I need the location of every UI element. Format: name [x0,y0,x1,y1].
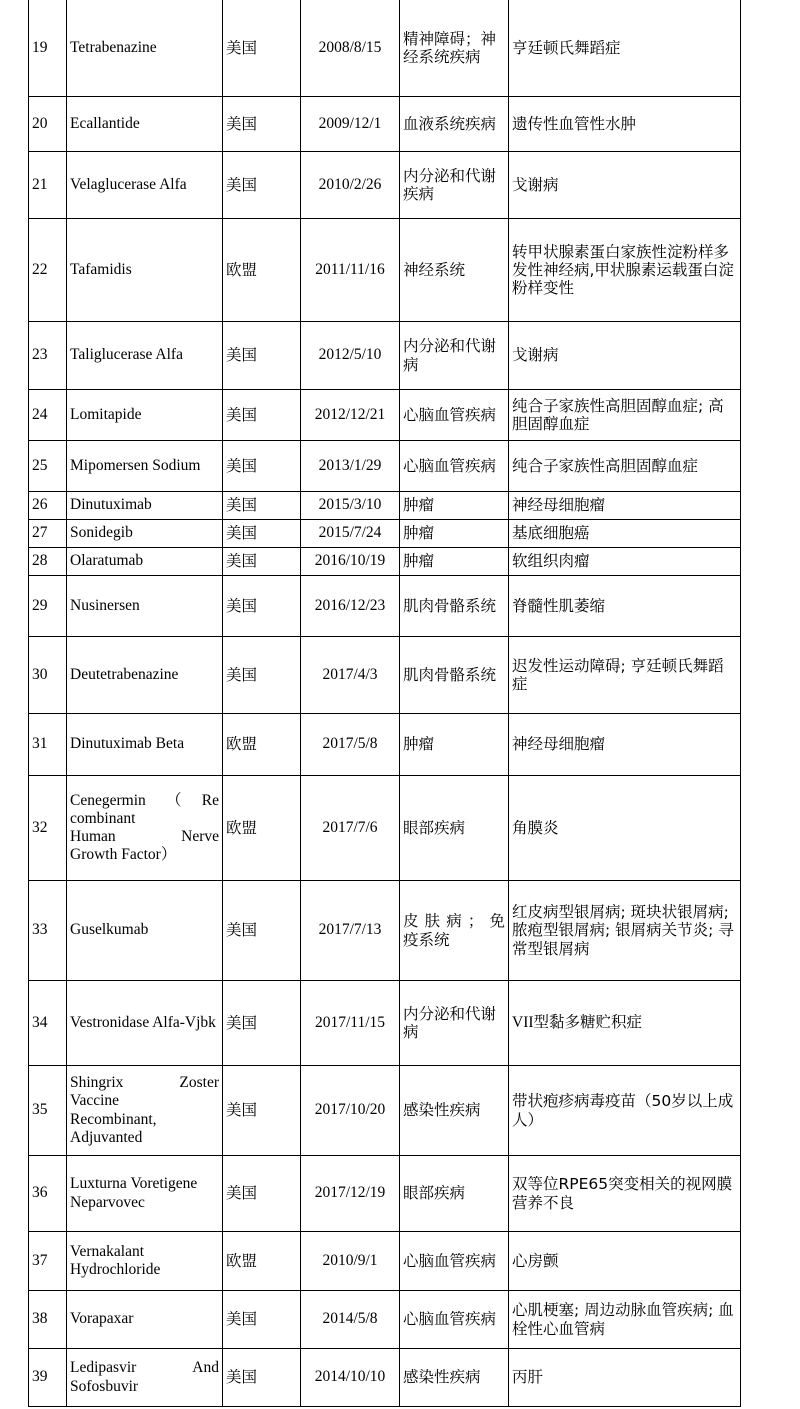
row-index: 38 [29,1291,67,1349]
drug-name: Guselkumab [67,881,223,981]
region: 美国 [223,520,301,548]
drug-name-line: combinant [70,809,136,827]
drug-name: Nusinersen [67,576,223,637]
region: 美国 [223,322,301,390]
region: 美国 [223,576,301,637]
drug-name: Olaratumab [67,548,223,576]
disease-class: 内分泌和代谢病 [400,322,509,390]
row-index: 21 [29,152,67,219]
drug-name: Vorapaxar [67,1291,223,1349]
disease-class: 眼部疾病 [400,776,509,881]
table-row [29,441,741,492]
indication: 神经母细胞瘤 [509,714,741,776]
region: 美国 [223,881,301,981]
drug-name: Deutetrabenazine [67,637,223,714]
indication: 神经母细胞瘤 [509,492,741,520]
approval-date: 2015/7/24 [301,520,400,548]
indication: 红皮病型银屑病; 斑块状银屑病; 脓疱型银屑病; 银屑病关节炎; 寻常型银屑病 [509,881,741,981]
table-row [29,881,741,981]
region: 美国 [223,1291,301,1349]
approval-date: 2017/10/20 [301,1066,400,1156]
drug-name-line: Cenegermin（Re [70,791,219,809]
row-index: 29 [29,576,67,637]
approval-date: 2017/7/6 [301,776,400,881]
table-row [29,1066,741,1156]
drug-name [67,1349,223,1407]
disease-class-line: 皮肤病；免 [403,912,505,931]
indication: 丙肝 [509,1349,741,1407]
region: 美国 [223,1349,301,1407]
drug-name-line: Adjuvanted [70,1128,143,1146]
disease-class: 内分泌和代谢疾病 [400,152,509,219]
indication: 转甲状腺素蛋白家族性淀粉样多发性神经病,甲状腺素运载蛋白淀粉样变性 [509,219,741,322]
row-index: 39 [29,1349,67,1407]
table-row [29,520,741,548]
indication-rest: 型黏多糖贮积症 [533,1013,643,1032]
row-index: 19 [29,0,67,97]
drug-name: Vernakalant Hydrochloride [67,1232,223,1291]
disease-class: 神经系统 [400,219,509,322]
row-index: 31 [29,714,67,776]
drug-name-line: Recombinant, [70,1110,157,1128]
region: 美国 [223,981,301,1066]
row-index: 30 [29,637,67,714]
drug-name-line: Luxturna [70,1175,127,1193]
drug-name-line: Shingrix Zoster [70,1074,219,1092]
approval-date: 2010/2/26 [301,152,400,219]
table-row [29,637,741,714]
table-row [29,714,741,776]
table-row [29,390,741,441]
approval-date: 2017/4/3 [301,637,400,714]
approval-date: 2011/11/16 [301,219,400,322]
indication: 心肌梗塞; 周边动脉血管疾病; 血栓性心血管病 [509,1291,741,1349]
region: 美国 [223,492,301,520]
row-index: 22 [29,219,67,322]
row-index: 34 [29,981,67,1066]
indication: 双等位RPE65突变相关的视网膜营养不良 [509,1156,741,1232]
region: 欧盟 [223,219,301,322]
disease-class: 精神障碍；神经系统疾病 [400,0,509,97]
disease-class: 肌肉骨骼系统 [400,576,509,637]
disease-class: 眼部疾病 [400,1156,509,1232]
drug-name: Mipomersen Sodium [67,441,223,492]
disease-class: 肿瘤 [400,520,509,548]
row-index: 24 [29,390,67,441]
disease-class: 肌肉骨骼系统 [400,637,509,714]
disease-class: 心脑血管疾病 [400,1291,509,1349]
row-index: 33 [29,881,67,981]
approval-date: 2013/1/29 [301,441,400,492]
indication: 软组织肉瘤 [509,548,741,576]
row-index: 25 [29,441,67,492]
approval-date: 2015/3/10 [301,492,400,520]
region: 美国 [223,97,301,152]
indication: 带状疱疹病毒疫苗（50岁以上成人） [509,1066,741,1156]
row-index: 35 [29,1066,67,1156]
indication: 纯合子家族性高胆固醇血症; 高胆固醇血症 [509,390,741,441]
drug-name: Tafamidis [67,219,223,322]
approval-date: 2017/11/15 [301,981,400,1066]
table-row [29,492,741,520]
table-row [29,1291,741,1349]
row-index: 32 [29,776,67,881]
indication: 角膜炎 [509,776,741,881]
approval-date: 2012/5/10 [301,322,400,390]
approval-date: 2016/12/23 [301,576,400,637]
disease-class: 心脑血管疾病 [400,441,509,492]
indication [509,981,741,1066]
approval-date: 2009/12/1 [301,97,400,152]
table-row [29,548,741,576]
drug-name-line: Sofosbuvir [70,1377,139,1395]
table-row [29,1156,741,1232]
row-index: 36 [29,1156,67,1232]
indication: 遗传性血管性水肿 [509,97,741,152]
approval-date: 2014/5/8 [301,1291,400,1349]
drug-name [67,776,223,881]
drug-name: Velaglucerase Alfa [67,152,223,219]
disease-class: 肿瘤 [400,548,509,576]
table-row [29,1349,741,1407]
disease-class: 感染性疾病 [400,1349,509,1407]
region: 美国 [223,548,301,576]
approval-date: 2017/5/8 [301,714,400,776]
disease-class: 内分泌和代谢病 [400,981,509,1066]
region: 美国 [223,1156,301,1232]
table-row [29,152,741,219]
row-index: 27 [29,520,67,548]
table-row [29,97,741,152]
orphan-drug-table [28,0,741,1407]
indication: 戈谢病 [509,152,741,219]
disease-class: 心脑血管疾病 [400,1232,509,1291]
indication: 基底细胞癌 [509,520,741,548]
approval-date: 2014/10/10 [301,1349,400,1407]
row-index: 37 [29,1232,67,1291]
disease-class: 肿瘤 [400,714,509,776]
drug-name [67,1066,223,1156]
drug-name-line: Growth Factor） [70,846,177,864]
table-row [29,322,741,390]
region: 美国 [223,0,301,97]
row-index: 23 [29,322,67,390]
drug-name: Vestronidase Alfa-Vjbk [67,981,223,1066]
region: 欧盟 [223,714,301,776]
indication: 戈谢病 [509,322,741,390]
disease-class: 血液系统疾病 [400,97,509,152]
row-index: 26 [29,492,67,520]
region: 美国 [223,441,301,492]
drug-name [67,1156,223,1232]
drug-name-line: Ledipasvir And [70,1359,219,1377]
drug-name-line: Vaccine [70,1092,120,1110]
drug-name: Lomitapide [67,390,223,441]
disease-class: 感染性疾病 [400,1066,509,1156]
region: 美国 [223,152,301,219]
table-row [29,0,741,97]
region: 美国 [223,390,301,441]
row-index: 20 [29,97,67,152]
table-row [29,981,741,1066]
table-row [29,776,741,881]
indication: 纯合子家族性高胆固醇血症 [509,441,741,492]
row-index: 28 [29,548,67,576]
indication: 脊髓性肌萎缩 [509,576,741,637]
region: 美国 [223,1066,301,1156]
disease-class: 肿瘤 [400,492,509,520]
disease-class [400,881,509,981]
approval-date: 2012/12/21 [301,390,400,441]
drug-name: Sonidegib [67,520,223,548]
indication: 迟发性运动障碍; 亨廷顿氏舞蹈症 [509,637,741,714]
indication-latin: VII [512,1014,534,1032]
drug-name-line: Neparvovec [70,1193,145,1211]
approval-date: 2008/8/15 [301,0,400,97]
indication: 亨廷顿氏舞蹈症 [509,0,741,97]
drug-name: Ecallantide [67,97,223,152]
disease-class: 心脑血管疾病 [400,390,509,441]
drug-name: Dinutuximab [67,492,223,520]
table-row [29,1232,741,1291]
approval-date: 2017/12/19 [301,1156,400,1232]
drug-name: Tetrabenazine [67,0,223,97]
indication: 心房颤 [509,1232,741,1291]
table-row [29,219,741,322]
table-body [29,0,741,1407]
approval-date: 2016/10/19 [301,548,400,576]
drug-name: Dinutuximab Beta [67,714,223,776]
region: 美国 [223,637,301,714]
disease-class-line: 疫系统 [403,930,450,949]
drug-name: Taliglucerase Alfa [67,322,223,390]
region: 欧盟 [223,1232,301,1291]
drug-name-line: Human Nerve [70,828,219,845]
approval-date: 2017/7/13 [301,881,400,981]
region: 欧盟 [223,776,301,881]
table-row [29,576,741,637]
approval-date: 2010/9/1 [301,1232,400,1291]
drug-name-line: Voretigene [130,1175,198,1193]
